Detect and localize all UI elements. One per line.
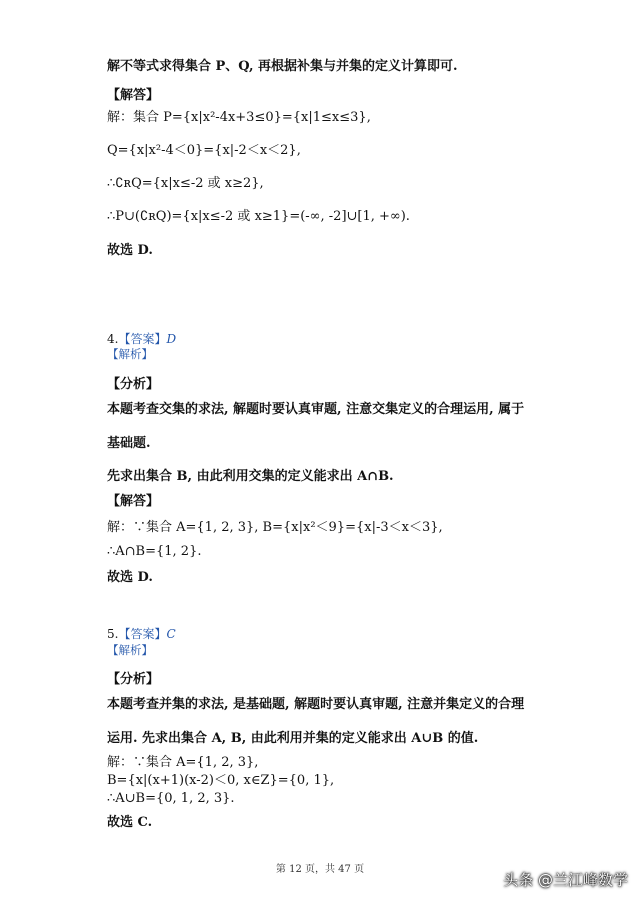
text-line: 解：集合 P={x|x²-4x+3≤0}={x|1≤x≤3},: [107, 110, 371, 125]
text-line: B={x|(x+1)(x-2)＜0, x∈Z}={0, 1},: [107, 773, 335, 788]
text-line: 故选 D.: [107, 243, 153, 258]
page-footer: 第 12 页，共 47 页: [275, 864, 365, 875]
answer-tag: 【答案】: [118, 332, 167, 346]
text-line: 故选 D.: [107, 570, 153, 585]
answer-tag: 【答案】: [118, 627, 167, 641]
text-line: 运用. 先求出集合 A, B, 由此利用并集的定义能求出 A∪B 的值.: [107, 731, 479, 746]
question-number: 5.: [107, 627, 119, 641]
question-number: 4.: [107, 332, 119, 346]
text-line: Q={x|x²-4＜0}={x|-2＜x＜2},: [107, 143, 301, 158]
question-answer-header: [107, 626, 176, 642]
question-answer-header: [107, 331, 176, 347]
section-heading-analysis: 【分析】: [107, 377, 160, 392]
answer-letter: C: [166, 627, 176, 641]
section-heading-solution: 【解答】: [107, 88, 160, 103]
text-line: ∴P∪(∁ʀQ)={x|x≤-2 或 x≥1}=(-∞, -2]∪[1, +∞).: [107, 209, 410, 224]
text-line: 基础题.: [107, 436, 151, 451]
section-heading-analysis: 【分析】: [107, 672, 160, 687]
text-line: ∴∁ʀQ={x|x≤-2 或 x≥2},: [107, 176, 264, 191]
text-line: 本题考查并集的求法, 是基础题, 解题时要认真审题, 注意并集定义的合理: [107, 697, 525, 712]
watermark: 头条 @兰江峰数学: [503, 871, 628, 889]
text-line: 解：∵集合 A={1, 2, 3},: [107, 755, 259, 770]
analysis-tag: 【解析】: [107, 347, 153, 361]
answer-letter: D: [166, 332, 177, 346]
text-line: ∴A∪B={0, 1, 2, 3}.: [107, 791, 235, 806]
text-line: 解不等式求得集合 P、Q, 再根据补集与并集的定义计算即可.: [107, 59, 458, 74]
text-line: 先求出集合 B, 由此利用交集的定义能求出 A∩B.: [107, 469, 394, 484]
text-line: 故选 C.: [107, 815, 153, 830]
text-line: 本题考查交集的求法, 解题时要认真审题, 注意交集定义的合理运用, 属于: [107, 402, 525, 417]
text-line: 解：∵集合 A={1, 2, 3}, B={x|x²＜9}={x|-3＜x＜3},: [107, 520, 443, 535]
text-line: ∴A∩B={1, 2}.: [107, 544, 202, 559]
analysis-tag: 【解析】: [107, 643, 153, 657]
section-heading-solution: 【解答】: [107, 494, 160, 509]
